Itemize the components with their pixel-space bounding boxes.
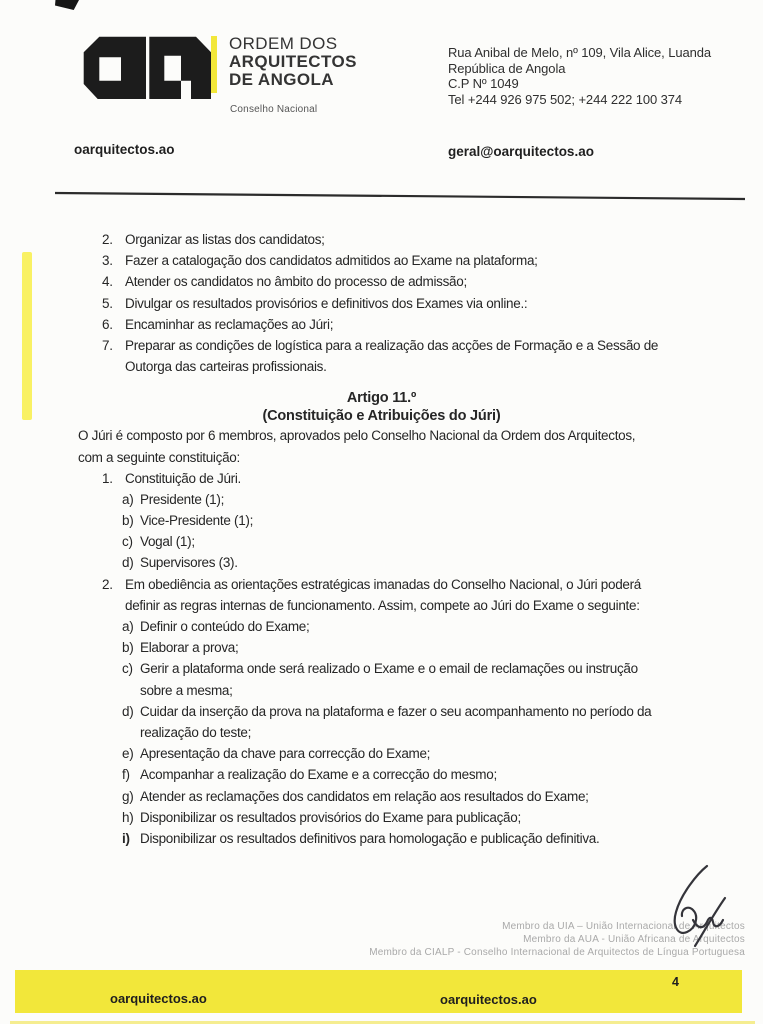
org-name (229, 35, 357, 89)
numbered-list-item-line (0, 229, 763, 250)
membership-line-uia: Membro da UIA – União Internacional de Arquitectos (502, 921, 745, 932)
document-body (0, 229, 763, 849)
article-intro-line (0, 425, 763, 446)
doc-text: Organizar as listas dos candidatos; (125, 232, 325, 247)
doc-text: realização do teste; (140, 724, 252, 740)
org-name-line-1: ORDEM DOS (229, 34, 338, 53)
list-marker: a) (122, 619, 134, 634)
list-marker: b) (122, 513, 134, 529)
numbered-list-item-line (0, 595, 763, 616)
list-marker: g) (122, 788, 134, 804)
lettered-list-item-line (0, 616, 763, 637)
numbered-list-item-line (0, 314, 763, 335)
doc-text: Atender os candidatos no âmbito do processo de admissão; (125, 274, 467, 290)
footer-yellow-bar (15, 970, 742, 1013)
doc-text: Outorga das carteiras profissionais. (125, 359, 327, 375)
doc-text: Fazer a catalogação dos candidatos admitidos ao Exame na plataforma; (125, 253, 538, 269)
list-marker: e) (122, 746, 134, 762)
lettered-list-item-line (0, 743, 763, 764)
doc-text: Definir o conteúdo do Exame; (140, 619, 310, 634)
doc-text: com a seguinte constituição: (78, 449, 240, 465)
doc-text: Apresentação da chave para correcção do Exame; (140, 746, 431, 762)
page-number: 4 (672, 975, 679, 989)
lettered-list-item-line (0, 786, 763, 807)
numbered-list-item-line (0, 271, 763, 292)
list-marker: 1. (102, 470, 113, 486)
doc-text: Disponibilizar os resultados definitivos para homologação e publicação definitiva. (140, 830, 600, 846)
list-marker: d) (122, 703, 134, 719)
doc-text: Elaborar a prova; (140, 640, 239, 656)
doc-text: definir as regras internas de funcionamento. Assim, compete ao Júri do Exame o seguinte: (125, 597, 640, 613)
lettered-list-item-line (0, 701, 763, 722)
doc-text: Vogal (1); (140, 534, 195, 550)
doc-text: O Júri é composto por 6 membros, aprovados pelo Conselho Nacional da Ordem dos Arquitectos, (78, 428, 636, 444)
numbered-list-item-line (0, 468, 763, 489)
list-marker: 7. (102, 337, 113, 353)
numbered-list-item-line (0, 356, 763, 377)
doc-text: Vice-Presidente (1); (140, 513, 254, 529)
doc-text: Divulgar os resultados provisórios e definitivos dos Exames via online.: (125, 295, 528, 311)
doc-text: (Constituição e Atribuições do Júri) (262, 408, 501, 425)
email-label: geral@oarquitectos.ao (448, 144, 594, 159)
scan-artifact-mark (55, 0, 79, 10)
lettered-list-item-line (0, 764, 763, 785)
org-name-line-2: ARQUITECTOS (229, 52, 357, 71)
lettered-list-item-line (0, 531, 763, 552)
doc-text: Cuidar da inserção da prova na plataforma e fazer o seu acompanhamento no período da (140, 703, 652, 719)
list-marker: c) (122, 661, 133, 677)
article-subtitle (0, 407, 763, 425)
doc-text: Atender as reclamações dos candidatos em relação aos resultados do Exame; (140, 788, 589, 804)
doc-text: Constituição de Júri. (125, 470, 242, 486)
footer-website-left: oarquitectos.ao (110, 991, 207, 1006)
lettered-list-item-line (0, 680, 763, 701)
list-marker: 2. (102, 576, 113, 592)
org-unit-label: Conselho Nacional (230, 104, 318, 115)
doc-text: Acompanhar a realização do Exame e a correcção do mesmo; (140, 767, 497, 783)
website-label: oarquitectos.ao (74, 142, 175, 157)
lettered-list-item-line (0, 722, 763, 743)
address-block (448, 45, 711, 107)
list-marker: a) (122, 491, 134, 507)
address-line-3: C.P Nº 1049 (448, 76, 519, 91)
handwritten-signature-icon (663, 858, 735, 950)
list-marker: c) (122, 534, 133, 550)
list-marker: 5. (102, 295, 113, 311)
doc-text: Supervisores (3). (140, 555, 238, 571)
membership-line-cialp: Membro da CIALP - Conselho Internacional de Arquitectos de Língua Portuguesa (369, 947, 745, 958)
address-line-2: República de Angola (448, 60, 566, 76)
doc-text: Disponibilizar os resultados provisórios do Exame para publicação; (140, 809, 521, 825)
numbered-list-item-line (0, 293, 763, 314)
lettered-list-item-line (0, 637, 763, 658)
list-marker: i) (122, 830, 130, 846)
address-line-1: Rua Anibal de Melo, nº 109, Vila Alice, Luanda (448, 45, 711, 60)
doc-text: Em obediência as orientações estratégicas imanadas do Conselho Nacional, o Júri poderá (125, 576, 642, 592)
doc-text: Gerir a plataforma onde será realizado o Exame e o email de reclamações ou instrução (140, 661, 638, 677)
lettered-list-item-line (0, 828, 763, 849)
lettered-list-item-line (0, 489, 763, 510)
org-name-line-3: DE ANGOLA (229, 70, 334, 89)
list-marker: f) (122, 767, 130, 783)
article-intro-line (0, 447, 763, 468)
address-line-4: Tel +244 926 975 502; +244 222 100 374 (448, 91, 683, 107)
article-title (0, 389, 763, 407)
list-marker: 4. (102, 274, 113, 290)
list-marker: 3. (102, 253, 113, 269)
lettered-list-item-line (0, 658, 763, 679)
list-marker: h) (122, 809, 134, 825)
footer-website-center: oarquitectos.ao (440, 992, 537, 1007)
membership-line-aua: Membro da AUA - União Africana de Arquitectos (523, 934, 745, 945)
numbered-list-item-line (0, 335, 763, 356)
doc-text: sobre a mesma; (140, 682, 233, 698)
list-marker: 6. (102, 316, 113, 332)
logo-yellow-separator (211, 36, 217, 93)
numbered-list-item-line (0, 574, 763, 595)
list-marker: 2. (102, 232, 113, 247)
doc-text: Preparar as condições de logística para a realização das acções de Formação e a Sessão de (125, 337, 659, 353)
oaa-monogram-logo-icon (81, 34, 214, 100)
lettered-list-item-line (0, 552, 763, 573)
doc-text: Encaminhar as reclamações ao Júri; (125, 316, 334, 332)
list-marker: d) (122, 555, 134, 571)
doc-text: Presidente (1); (140, 491, 225, 507)
numbered-list-item-line (0, 250, 763, 271)
doc-text: Artigo 11.º (346, 390, 417, 407)
lettered-list-item-line (0, 807, 763, 828)
lettered-list-item-line (0, 510, 763, 531)
list-marker: b) (122, 640, 134, 656)
header-divider-line (55, 190, 745, 202)
